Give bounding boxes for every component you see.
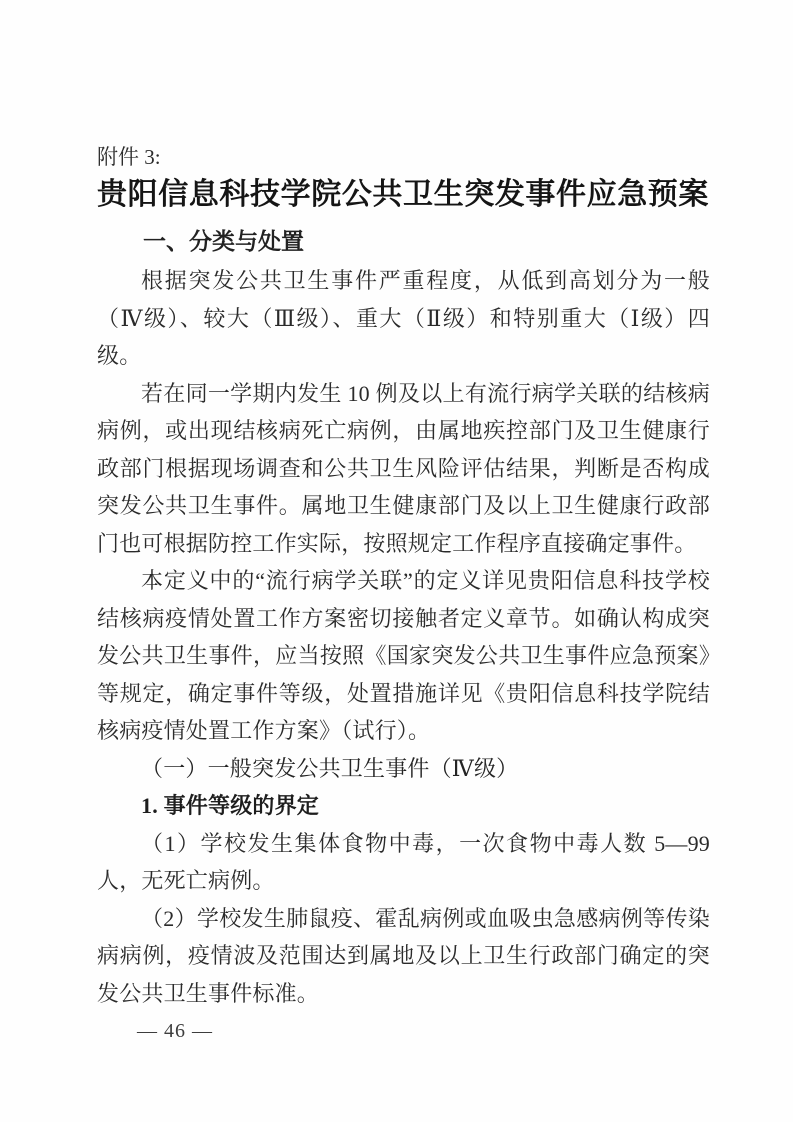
paragraph-tb-criteria: 若在同一学期内发生 10 例及以上有流行病学关联的结核病病例，或出现结核病死亡病例，由属地疾控部门及卫生健康行政部门根据现场调查和公共卫生风险评估结果，判断是否构成突发公共卫生事件。属地卫生健康部门及以上卫生健康行政部门也可根据防控工作实际，按照规定工作程序直接确定事件。 — [97, 380, 710, 556]
document-title: 贵阳信息科技学院公共卫生突发事件应急预案 — [97, 178, 709, 211]
list-item-infectious-disease: （2）学校发生肺鼠疫、霍乱病例或血吸虫急感病例等传染病病例，疫情波及范围达到属地及以上卫生行政部门确定的突发公共卫生事件标准。 — [97, 905, 710, 1006]
section-heading: 一、分类与处置 — [143, 228, 304, 254]
paragraph-definition-reference: 本定义中的“流行病学关联”的定义详见贵阳信息科技学校结核病疫情处置工作方案密切接触者定义章节。如确认构成突发公共卫生事件，应当按照《国家突发公共卫生事件应急预案》等规定，确定事件等级，处置措施详见《贵阳信息科技学院结核病疫情处置工作方案》（试行）。 — [97, 568, 710, 743]
document-content — [97, 143, 710, 1012]
list-item-food-poisoning: （1）学校发生集体食物中毒，一次食物中毒人数 5—99 人，无死亡病例。 — [97, 830, 710, 893]
paragraph-classification: 根据突发公共卫生事件严重程度，从低到高划分为一般（Ⅳ级）、较大（Ⅲ级）、重大（Ⅱ级）和特别重大（Ⅰ级）四级。 — [97, 268, 710, 368]
body-text — [97, 262, 710, 1012]
attachment-label: 附件 3: — [97, 145, 161, 169]
subsection-heading-level4: （一）一般突发公共卫生事件（Ⅳ级） — [141, 755, 519, 781]
page-number: — 46 — — [137, 1020, 213, 1042]
item-heading-event-grade: 1. 事件等级的界定 — [141, 793, 320, 818]
